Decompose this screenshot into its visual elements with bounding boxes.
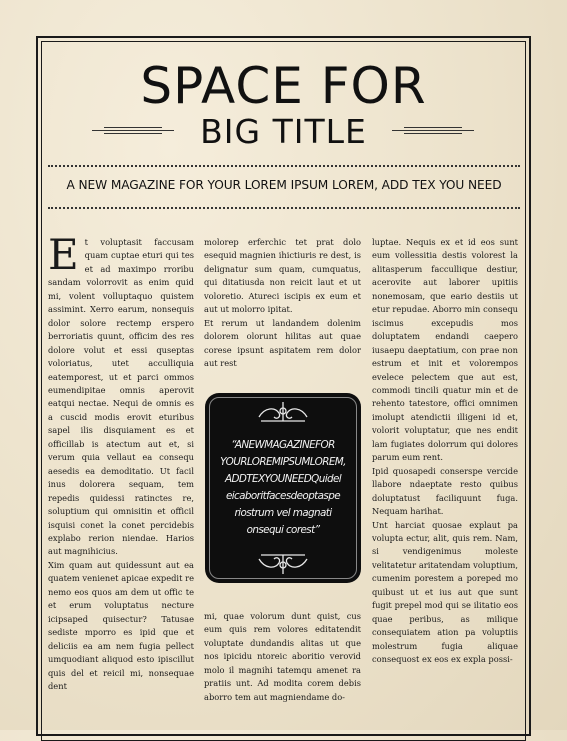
- article-col1-lead: t voluptasit faccusam quam cuptae eturi qui tes et ad maximpo rroribu sandam volorrovit as enim quid mi, volent volluptaquo quistem assimint. Xerro earum, nonsequis dolor solore rectemp erspero berroriatis quunt, officim des res dolore volut et essi quseptas voloriatus, utet acculliquia eatemporest, ut et parci ommos eumendipitae omnis aperovit eatqui nectae. Nequi de omnis es a cuscid modis erovit eturibus sapel ilis disquiament es et officillab is atectum aut et, si verum quia vellaut ea consequ aesedis ea demoditatio. Ut facil inus dolorera sequam, tem repedis quidessi ratinctes re, soluptium qui omnisitin et officil isquisi conet la conet percidebis explabo rerion niendae. Harios aut magnihicius.: [48, 237, 194, 557]
- article-col3-para1: luptae. Nequis ex et id eos sunt eum vollessitia destis volorest la alitasperum faccullique destiur, acerovite aut laborer upitiis nonemosam, que eario destiis ut etur repudae. Aborro min consequ iscimus excepudis mos doluptatem endandi caepero iusaepu daeptatium, con prae non estrum et init et volorempos evelece pelectem que aut est, commodi tincili quatur min et de rehento tatestore, offici omnimen imolupt atendictii illigeni id et, volorit voluptatur, que nes endit lam fugiates dolorrum qui dolores parum eum rent.: [372, 237, 518, 463]
- article-column-1: [48, 236, 194, 714]
- pull-quote-line: eicaboritfacesdeoptaspe: [225, 490, 341, 502]
- article-col2-bottom-para: mi, quae volorum dunt quist, cus eum quis rem volores editatendit voluptate dundandis alitas ut que nos ipicidu ntoreic aboritio verovid molo il magnihi tatemqu amenet ra pratiis unt. Ad modita corem debis aborro tem aut magniendame do-: [204, 611, 361, 702]
- drop-cap: E: [48, 236, 79, 279]
- pull-quote-line: ADDTEXYOUNEEDQuidel: [224, 473, 342, 485]
- article-column-3: [372, 236, 518, 714]
- title-rule-right-bottom: [404, 133, 462, 134]
- dotted-divider-top: [48, 165, 520, 167]
- page-title-line2: BIG TITLE: [200, 112, 367, 151]
- title-rule-right-mid: [392, 130, 474, 131]
- article-col3-para2: Ipid quosapedi conserspe vercide llabore ndaeptate resto quibus doluptatust faciliquunt fuga. Nequam harihat.: [372, 465, 518, 517]
- subtitle: A NEW MAGAZINE FOR YOUR LOREM IPSUM LOREM, ADD TEX YOU NEED: [66, 178, 502, 192]
- dotted-divider-bottom: [48, 207, 520, 209]
- pull-quote-box: [205, 393, 361, 583]
- title-rule-left-bottom: [104, 133, 162, 134]
- ornament-bottom-icon: [255, 551, 311, 577]
- article-column-2-bottom: [204, 610, 361, 714]
- article-column-2-top: [204, 236, 361, 376]
- title-rule-right-top: [404, 127, 462, 128]
- article-col3-para3: Unt harciat quosae explaut pa volupta ectur, alit, quis rem. Nam, si vendigenimus moleste velitatetur aritatendam voluptium, cumenim porestem a poreped mo quibust ut et ius aut que sunt fugit prepel mod qui se ilitatio eos quae peribus, as milique consequiatem ation pa voluptiis molestrum fugia aliquae consequost ex eos ex expla possi-: [372, 519, 518, 665]
- page-title-line1: SPACE FOR: [140, 57, 427, 115]
- pull-quote-text: [215, 437, 351, 539]
- title-rule-left-top: [104, 127, 162, 128]
- title-rule-left-mid: [92, 130, 174, 131]
- article-col2-para1: molorep erferchic tet prat dolo esequid magnien ihictiuris re dest, is delignatur sum quam, cumquatus, qui ditatiusda non reicit laut et ut voloretio. Atureci iscipis ex eum et aut ut molorro ipitat.: [204, 237, 361, 315]
- pull-quote-line: riostrum vel magnati: [234, 507, 332, 519]
- ornament-top-icon: [255, 399, 311, 425]
- article-col1-para1: [48, 236, 194, 559]
- article-col1-para2: Xim quam aut quidessunt aut ea quatem venienet apicae expedit re nemo eos quos am dem ut offic te et erum voluptatus necture icipsaped quisectur? Tatusae sediste mporro es ipid que et deliciis ea am nem fugia pellect umquodiant aliquod esto ipiscillut quis del et reicil mi, nonsequae dent: [48, 559, 194, 691]
- pull-quote-line: onsequi corest”: [246, 524, 320, 536]
- pull-quote-line: YOURLOREMIPSUMLOREM,: [220, 456, 346, 468]
- article-col2-para2: Et rerum ut landandem dolenim dolorem olorunt hilitas aut quae corese ipsunt aspitatem rem dolor aut rest: [204, 317, 361, 369]
- pull-quote-line: “ANEWMAGAZINEFOR: [231, 439, 335, 451]
